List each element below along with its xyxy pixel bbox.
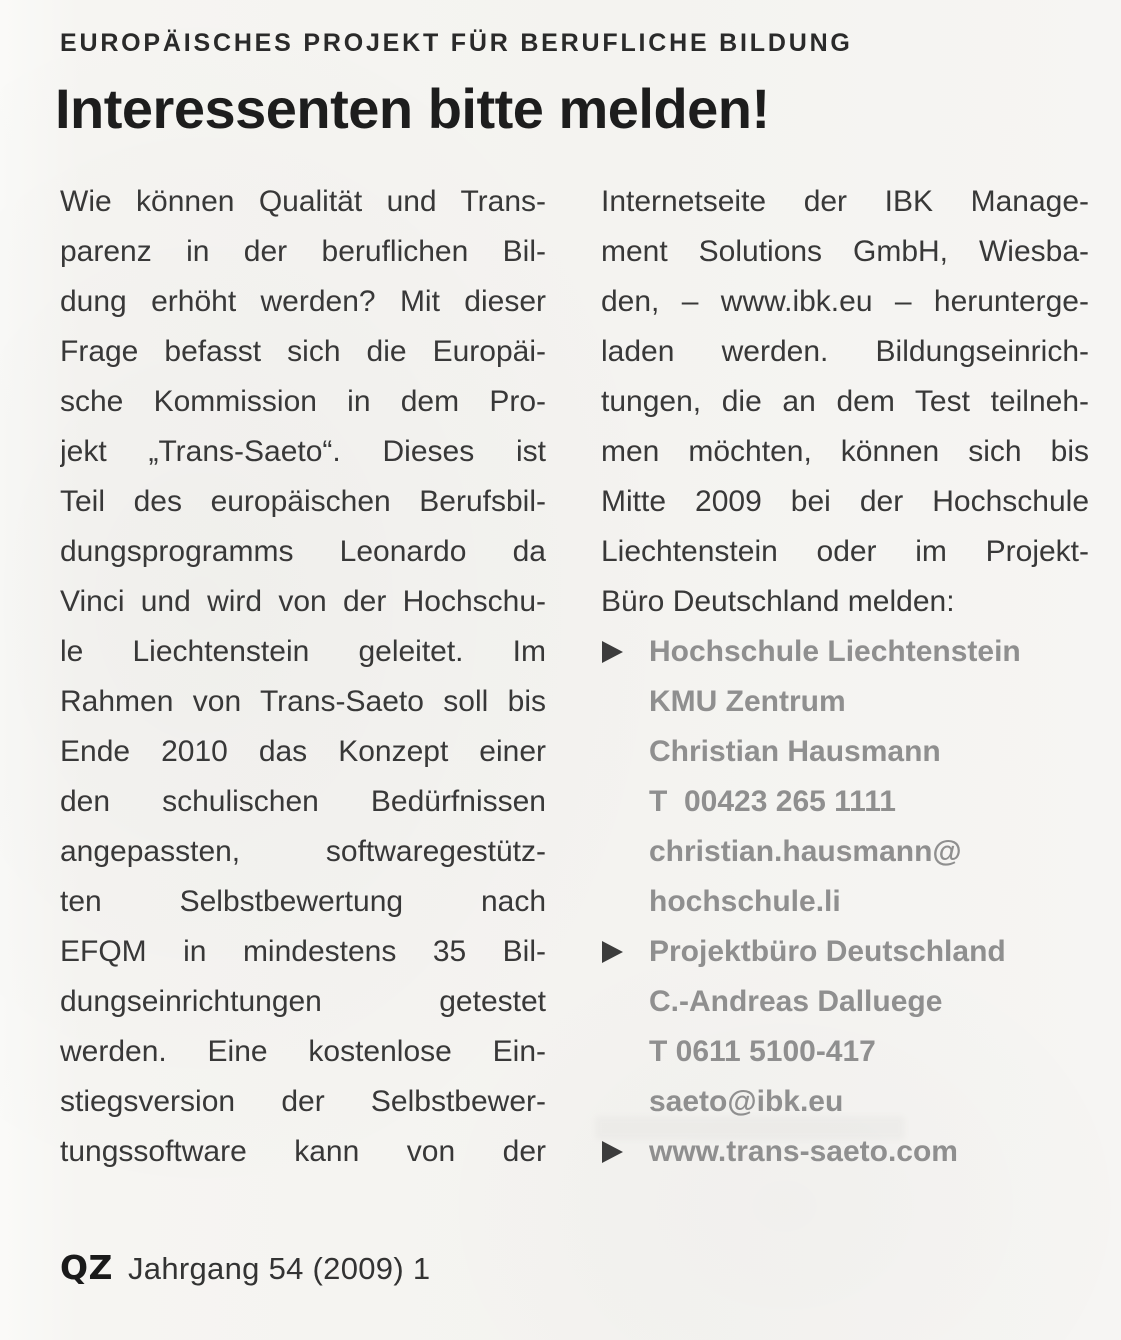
contact-dept: KMU Zentrum: [649, 685, 846, 718]
arrow-bullet-icon: [602, 941, 623, 963]
left-column: [60, 177, 546, 1177]
contact-phone: T 00423 265 1111: [649, 785, 896, 818]
body-line: dungseinrichtungen getestet: [60, 985, 546, 1018]
body-line: dung erhöht werden? Mit dieser: [60, 285, 546, 318]
body-line: Teil des europäischen Berufsbil-: [60, 485, 546, 518]
contact-lines: [649, 927, 1006, 1127]
page-title: Interessenten bitte melden!: [55, 77, 770, 140]
contact-item-hochschule-liechtenstein: [601, 627, 1089, 927]
body-line: le Liechtenstein geleitet. Im: [60, 635, 546, 668]
footer: [60, 1248, 430, 1287]
body-line: Rahmen von Trans-Saeto soll bis: [60, 685, 546, 718]
body-line: sche Kommission in dem Pro-: [60, 385, 546, 418]
body-line: jekt „Trans-Saeto“. Dieses ist: [60, 435, 546, 468]
body-line: Liechtenstein oder im Projekt-: [601, 535, 1089, 568]
body-line: tungssoftware kann von der: [60, 1135, 546, 1168]
body-line: stiegsversion der Selbstbewer-: [60, 1085, 546, 1118]
body-line: den, – www.ibk.eu – herunterge-: [601, 285, 1089, 318]
body-line: angepassten, softwaregestütz-: [60, 835, 546, 868]
contact-person: Christian Hausmann: [649, 735, 941, 768]
body-line: EFQM in mindestens 35 Bil-: [60, 935, 546, 968]
body-line: ten Selbstbewertung nach: [60, 885, 546, 918]
body-line: ment Solutions GmbH, Wiesba-: [601, 235, 1089, 268]
body-line: laden werden. Bildungseinrich-: [601, 335, 1089, 368]
body-line: Frage befasst sich die Europäi-: [60, 335, 546, 368]
body-line: den schulischen Bedürfnissen: [60, 785, 546, 818]
contact-person: C.-Andreas Dalluege: [649, 985, 943, 1018]
arrow-bullet-icon: [602, 1141, 623, 1163]
contact-org: Hochschule Liechtenstein: [649, 635, 1021, 668]
arrow-bullet-icon: [602, 641, 623, 663]
issue-info: Jahrgang 54 (2009) 1: [127, 1251, 431, 1286]
body-line: Vinci und wird von der Hochschu-: [60, 585, 546, 618]
body-line: Internetseite der IBK Manage-: [601, 185, 1089, 218]
contact-email: christian.hausmann@: [649, 835, 962, 868]
body-line: parenz in der beruflichen Bil-: [60, 235, 546, 268]
body-line: men möchten, können sich bis: [601, 435, 1089, 468]
body-line: tungen, die an dem Test teilneh-: [601, 385, 1089, 418]
print-bleed-artifact: [595, 1116, 905, 1140]
contact-email: saeto@ibk.eu: [649, 1085, 844, 1118]
body-line: werden. Eine kostenlose Ein-: [60, 1035, 546, 1068]
right-column: [601, 177, 1089, 1177]
contact-phone: T 0611 5100-417: [649, 1035, 876, 1068]
body-line: Mitte 2009 bei der Hochschule: [601, 485, 1089, 518]
contact-org: Projektbüro Deutschland: [649, 935, 1006, 968]
body-line: dungsprogramms Leonardo da: [60, 535, 546, 568]
kicker: EUROPÄISCHES PROJEKT FÜR BERUFLICHE BILDUNG: [60, 29, 853, 57]
contact-email: hochschule.li: [649, 885, 841, 918]
contact-lines: [649, 627, 1021, 927]
body-line: Wie können Qualität und Trans-: [60, 185, 546, 218]
contact-url: www.trans-saeto.com: [649, 1135, 958, 1168]
magazine-logo: QZ: [60, 1248, 113, 1287]
body-line: Büro Deutschland melden:: [601, 585, 955, 618]
contact-item-projektbuero-deutschland: [601, 927, 1089, 1127]
body-line: Ende 2010 das Konzept einer: [60, 735, 546, 768]
